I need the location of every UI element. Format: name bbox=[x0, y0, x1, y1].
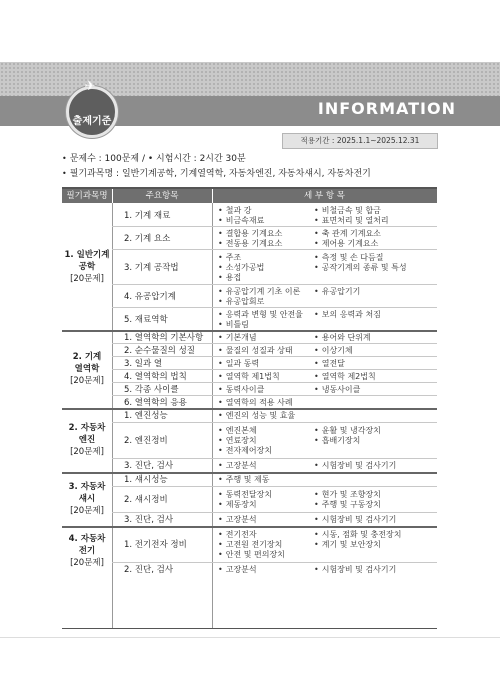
detail-item: • 동력전달장치 bbox=[218, 489, 272, 500]
column-divider bbox=[212, 203, 213, 628]
detail-item: • 용어와 단위계 bbox=[314, 332, 371, 343]
detail-item: • 주행 및 제동 bbox=[218, 474, 269, 485]
question-count: [20문제] bbox=[70, 376, 104, 386]
detail-item: • 엔진본체 bbox=[218, 425, 257, 436]
detail-item: • 흡배기장치 bbox=[314, 435, 360, 446]
column-divider bbox=[112, 203, 113, 628]
main-item: 4. 유공압기계 bbox=[124, 291, 176, 302]
detail-item: • 공작기계의 종류 및 특성 bbox=[314, 262, 407, 273]
summary-line-1: • 문제수 : 100문제 / • 시험시간 : 2시간 30분 bbox=[62, 154, 246, 164]
subject-name: 4. 자동차 bbox=[68, 534, 106, 544]
main-item: 5. 재료역학 bbox=[124, 314, 168, 325]
applicable-period: 적용기간 : 2025.1.1~2025.12.31 bbox=[282, 133, 438, 149]
subject-cell bbox=[62, 422, 112, 458]
detail-item: • 응력과 변형 및 안전율 bbox=[218, 309, 303, 320]
main-item: 2. 섀시정비 bbox=[124, 495, 168, 505]
detail-item: • 고전원 전기장치 bbox=[218, 539, 282, 550]
subject-name: 1. 일반기계 bbox=[64, 249, 110, 260]
header-subject: 필기과목명 bbox=[66, 191, 108, 201]
detail-item: • 기본개념 bbox=[218, 332, 257, 343]
main-item: 1. 기계 재료 bbox=[124, 210, 171, 221]
main-item: 3. 진단, 검사 bbox=[124, 515, 174, 525]
subject-name: 섀시 bbox=[78, 494, 96, 504]
subject-cell bbox=[62, 481, 112, 517]
detail-item: • 유공압기계 기초 이론 bbox=[218, 286, 300, 297]
main-item: 3. 기계 공작법 bbox=[124, 262, 179, 273]
detail-item: • 엔진의 성능 및 효율 bbox=[218, 410, 295, 421]
main-item: 1. 전기전자 정비 bbox=[124, 540, 187, 550]
detail-item: • 일과 동력 bbox=[218, 358, 259, 369]
detail-item: • 전동용 기계요소 bbox=[218, 238, 282, 249]
question-count: [20문제] bbox=[70, 273, 104, 284]
detail-item: • 보의 응력과 처짐 bbox=[314, 309, 381, 320]
main-item: 3. 일과 열 bbox=[124, 358, 163, 369]
detail-item: • 연료장치 bbox=[218, 435, 257, 446]
header-divider bbox=[112, 189, 113, 203]
subject-divider bbox=[62, 526, 437, 528]
main-item: 1. 섀시성능 bbox=[124, 475, 168, 485]
main-item: 1. 열역학의 기본사항 bbox=[124, 332, 204, 343]
detail-item: • 주조 bbox=[218, 252, 241, 263]
detail-item: • 고장분석 bbox=[218, 514, 257, 525]
subject-name: 2. 자동차 bbox=[68, 423, 106, 433]
detail-item: • 고장분석 bbox=[218, 564, 257, 575]
bullet-icon: • bbox=[62, 154, 67, 163]
question-count: [20문제] bbox=[70, 447, 104, 457]
detail-item: • 비철금속 및 합금 bbox=[314, 205, 381, 216]
detail-item: • 축 관계 기계요소 bbox=[314, 228, 381, 239]
row-divider bbox=[112, 422, 437, 423]
subject-name: 2. 기계 bbox=[72, 352, 102, 362]
detail-item: • 전기전자 bbox=[218, 529, 257, 540]
detail-item: • 냉동사이클 bbox=[314, 384, 360, 395]
row-divider bbox=[112, 249, 437, 250]
detail-item: • 안전 및 편의장치 bbox=[218, 549, 285, 560]
detail-item: • 철과 강 bbox=[218, 205, 251, 216]
question-count: [20문제] bbox=[70, 506, 104, 516]
summary-line-2: • 필기과목명 : 일반기계공학, 기계열역학, 자동차엔진, 자동차섀시, 자동차전기 bbox=[62, 169, 371, 179]
detail-item: • 주행 및 구동장치 bbox=[314, 499, 381, 510]
bird-icon: ✈ bbox=[84, 79, 96, 94]
detail-item: • 시험장비 및 검사기기 bbox=[314, 514, 396, 525]
subject-name: 3. 자동차 bbox=[68, 482, 106, 492]
main-item: 6. 열역학의 응용 bbox=[124, 397, 187, 408]
detail-item: • 열전달 bbox=[314, 358, 345, 369]
bottom-margin bbox=[0, 638, 500, 684]
detail-item: • 열역학 제2법칙 bbox=[314, 371, 376, 382]
subject-name: 전기 bbox=[78, 546, 96, 556]
subject-cell bbox=[62, 249, 112, 285]
detail-item: • 비틀림 bbox=[218, 319, 249, 330]
detail-item: • 측정 및 손 다듬질 bbox=[314, 252, 383, 263]
detail-item: • 열역학의 적용 사례 bbox=[218, 397, 293, 408]
main-item: 1. 엔진성능 bbox=[124, 411, 168, 421]
top-margin bbox=[0, 0, 500, 62]
information-title: INFORMATION bbox=[317, 99, 456, 118]
main-item: 2. 엔진정비 bbox=[124, 436, 168, 446]
detail-item: • 고장분석 bbox=[218, 460, 257, 471]
main-item: 3. 진단, 검사 bbox=[124, 461, 174, 471]
subject-name: 엔진 bbox=[78, 435, 96, 445]
main-item: 2. 진단, 검사 bbox=[124, 565, 174, 575]
main-item: 5. 각종 사이클 bbox=[124, 384, 179, 395]
detail-item: • 제어용 기계요소 bbox=[314, 238, 378, 249]
detail-item: • 소성가공법 bbox=[218, 262, 264, 273]
bullet-icon: • bbox=[62, 169, 67, 178]
main-item: 2. 순수물질의 성질 bbox=[124, 345, 195, 356]
subject-name: 열역학 bbox=[74, 364, 100, 374]
subject-cell bbox=[62, 533, 112, 569]
detail-item: • 계기 및 보안장치 bbox=[314, 539, 381, 550]
detail-item: • 현가 및 조향장치 bbox=[314, 489, 381, 500]
detail-item: • 결합용 기계요소 bbox=[218, 228, 282, 239]
question-count: [20문제] bbox=[70, 558, 104, 568]
subject-cell bbox=[62, 351, 112, 387]
detail-item: • 열역학 제1법칙 bbox=[218, 371, 280, 382]
detail-item: • 제동장치 bbox=[218, 499, 257, 510]
detail-item: • 유공압회로 bbox=[218, 296, 264, 307]
detail-item: • 물질의 성질과 상태 bbox=[218, 345, 293, 356]
detail-item: • 전자제어장치 bbox=[218, 445, 272, 456]
detail-item: • 용접 bbox=[218, 272, 241, 283]
detail-item: • 비금속재료 bbox=[218, 215, 264, 226]
detail-item: • 시험장비 및 검사기기 bbox=[314, 564, 396, 575]
detail-item: • 시험장비 및 검사기기 bbox=[314, 460, 396, 471]
header-detail-item: 세 부 항 목 bbox=[304, 191, 345, 201]
header-main-item: 주요항목 bbox=[145, 191, 179, 201]
detail-item: • 표면처리 및 열처리 bbox=[314, 215, 389, 226]
main-item: 2. 기계 요소 bbox=[124, 233, 171, 244]
row-divider bbox=[112, 486, 437, 487]
detail-item: • 윤활 및 냉각장치 bbox=[314, 425, 381, 436]
exam-criteria-table bbox=[62, 187, 437, 629]
header-divider bbox=[212, 189, 213, 203]
detail-item: • 이상기체 bbox=[314, 345, 353, 356]
detail-item: • 시동, 점화 및 충전장치 bbox=[314, 529, 401, 540]
subject-name: 공학 bbox=[78, 261, 96, 272]
detail-item: • 유공압기기 bbox=[314, 286, 360, 297]
badge-label: 출제기준 bbox=[72, 116, 112, 127]
detail-item: • 동력사이클 bbox=[218, 384, 264, 395]
main-item: 4. 열역학의 법칙 bbox=[124, 371, 187, 382]
